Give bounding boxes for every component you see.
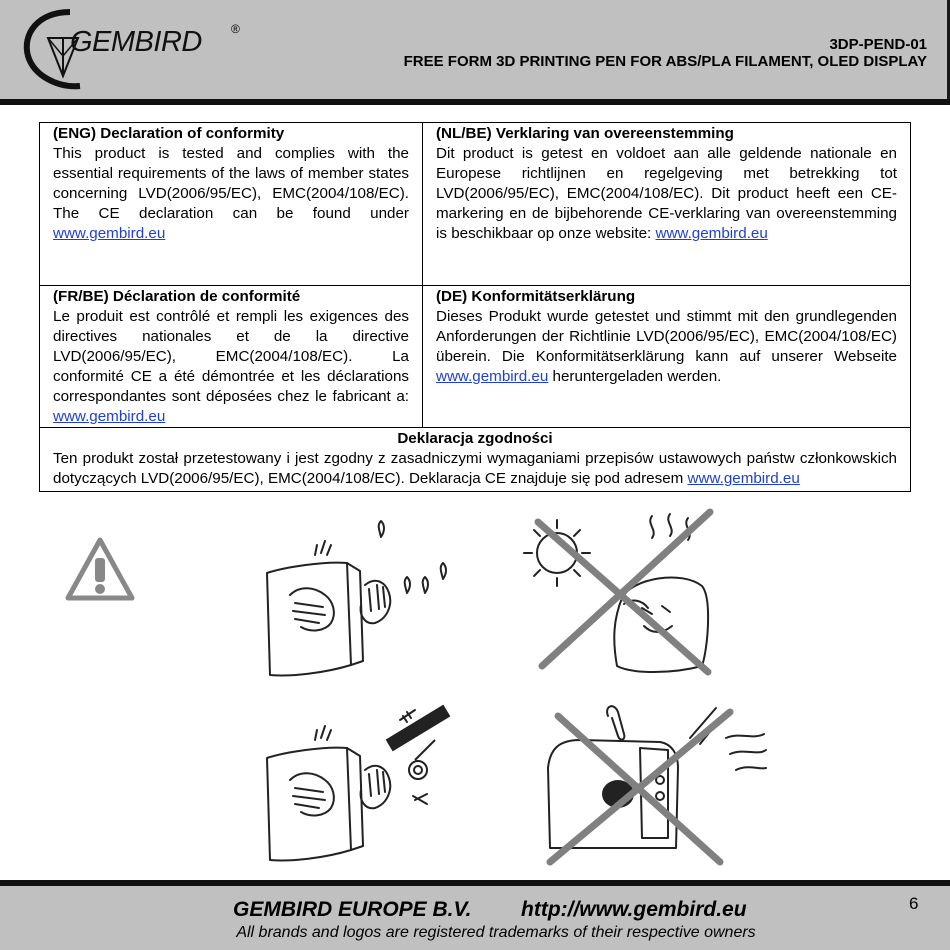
- declaration-title: (ENG) Declaration of conformity: [53, 125, 285, 142]
- declaration-text: This product is tested and complies with the essential requirements of the laws of member states concerning LVD(2006/95/EC), EMC(2004/108/EC). The CE declaration can be found under: [53, 145, 409, 222]
- no-heat-pictogram: [512, 508, 724, 688]
- page-footer: [0, 886, 950, 950]
- no-foreign-objects-pictogram: [540, 698, 770, 868]
- declaration-pl: [40, 428, 910, 491]
- registered-mark: ®: [231, 22, 240, 36]
- gembird-link[interactable]: www.gembird.eu: [687, 470, 800, 487]
- brand-wordmark: GEMBIRD: [70, 26, 202, 58]
- declaration-title: Deklaracja zgodności: [397, 430, 553, 447]
- gembird-link[interactable]: www.gembird.eu: [436, 368, 549, 385]
- gembird-link[interactable]: www.gembird.eu: [53, 225, 166, 242]
- declaration-de: (DE) Konformitätserklärung Dieses Produkt wurde getestet und stimmt mit den grundlegenden Anforderungen der Richtlinie LVD(2006/95/EC), EMC(2004/108/EC) überein. Die Konformitätserklärung kann auf unserer Webseite www.gembird.eu heruntergeladen werden.: [436, 288, 897, 385]
- header-divider: [0, 99, 950, 105]
- declaration-nl: [423, 123, 910, 285]
- product-title: FREE FORM 3D PRINTING PEN FOR ABS/PLA FILAMENT, OLED DISPLAY: [403, 53, 927, 70]
- declaration-title: (FR/BE) Déclaration de conformité: [53, 288, 301, 305]
- declaration-title: (NL/BE) Verklaring van overeenstemming: [436, 125, 734, 142]
- declaration-text: Ten produkt został przetestowany i jest zgodny z zasadniczymi wymaganiami przepisów ustawowych państw członkowskich dotyczących LVD(2006/95/EC), EMC(2004/108/EC). Deklaracja CE znajduje się pod adresem: [53, 450, 897, 487]
- declaration-text: Dieses Produkt wurde getestet und stimmt mit den grundlegenden Anforderungen der Richtlinie LVD(2006/95/EC), EMC(2004/108/EC) überein. Die Konformitätserklärung kann auf unserer Webseite: [436, 308, 897, 365]
- gembird-link[interactable]: www.gembird.eu: [655, 225, 768, 242]
- footer-trademark: All brands and logos are registered trademarks of their respective owners: [236, 924, 756, 941]
- declaration-row: [40, 286, 910, 428]
- declaration-text: Le produit est contrôlé et rempli les exigences des directives nationales et de la directive LVD(2006/95/EC), EMC(2004/108/EC). La conformité CE a été démontrée et les déclarations correspondantes sont déposées chez le fabricant a:: [53, 308, 409, 405]
- declaration-table: [39, 122, 911, 492]
- declaration-row: [40, 123, 910, 286]
- declaration-fr: [40, 286, 423, 427]
- declaration-eng: [40, 123, 423, 285]
- footer-url[interactable]: http://www.gembird.eu: [521, 898, 747, 921]
- page-header: [0, 0, 950, 99]
- page-number: 6: [909, 894, 919, 913]
- no-disassembly-pictogram: [255, 700, 460, 875]
- model-number: 3DP-PEND-01: [829, 36, 927, 53]
- declaration-title: (DE) Konformitätserklärung: [436, 288, 636, 305]
- declaration-text: Dit product is getest en voldoet aan alle geldende nationale en Europese richtlijnen en regelgeving met betrekking tot LVD(2006/95/EC), EMC(2004/108/EC). Dit product heeft een CE-markering en de bijbehorende CE-verklaring van overeenstemming is beschikbaar op onze website:: [436, 145, 897, 242]
- footer-company: GEMBIRD EUROPE B.V.: [233, 898, 472, 921]
- no-water-pictogram: [255, 515, 460, 690]
- warning-triangle-icon: [64, 536, 136, 602]
- gembird-link[interactable]: www.gembird.eu: [53, 408, 166, 425]
